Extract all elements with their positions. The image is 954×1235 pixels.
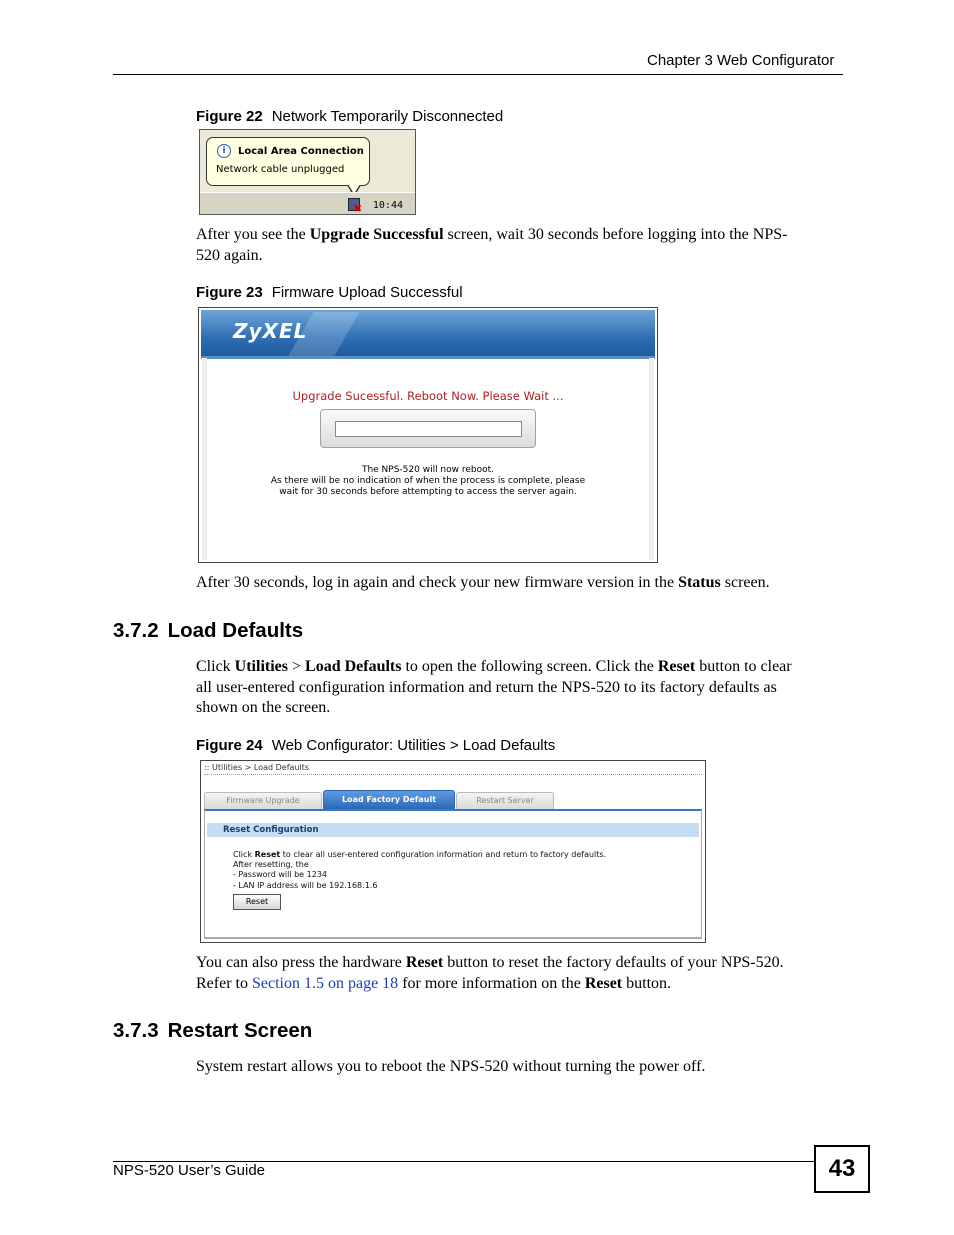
text: screen. — [720, 574, 770, 591]
bold-term: Upgrade Successful — [309, 226, 444, 243]
panel-bottom-border — [205, 937, 701, 938]
figure-24-title: Web Configurator: Utilities > Load Defaults — [271, 737, 556, 754]
page-number: 43 — [814, 1145, 870, 1193]
reset-line: After resetting, the — [233, 860, 309, 870]
reboot-note-line: As there will be no indication of when the process is complete, please — [270, 476, 586, 486]
tray-clock: 10:44 — [372, 200, 403, 211]
bold-term: Reset — [405, 954, 444, 971]
balloon-text: Network cable unplugged — [216, 164, 345, 175]
text: Refer to — [196, 974, 252, 992]
paragraph-upgrade-successful — [196, 225, 846, 266]
chapter-header: Chapter 3 Web Configurator — [647, 52, 835, 69]
zyxel-banner — [201, 310, 655, 359]
reboot-note-line: wait for 30 seconds before attempting to access the server again. — [279, 487, 577, 497]
reset-configuration-header: Reset Configuration — [207, 823, 699, 837]
bold-term: Load Defaults — [305, 658, 402, 675]
zyxel-logo: ZyXEL — [233, 319, 308, 343]
tab-load-factory-default[interactable]: Load Factory Default — [323, 790, 455, 809]
bold-term: Utilities — [234, 658, 288, 675]
reset-line — [233, 850, 606, 860]
header-rule — [113, 74, 843, 75]
figure-24-label: Figure 24 — [196, 737, 263, 754]
bold-term: Status — [678, 574, 721, 591]
text: to clear all user-entered configuration information and return to factory defaults. — [280, 850, 607, 859]
reset-panel — [204, 810, 702, 939]
section-title: Load Defaults — [167, 619, 304, 642]
section-link[interactable]: Section 1.5 on page 18 — [251, 974, 399, 992]
figure-23-screenshot — [198, 307, 658, 563]
reset-button[interactable]: Reset — [233, 894, 281, 910]
section-heading-load-defaults — [113, 619, 303, 643]
section-heading-restart-screen — [113, 1019, 312, 1043]
figure-23-label: Figure 23 — [196, 284, 263, 301]
tab-firmware-upgrade[interactable]: Firmware Upgrade — [204, 792, 322, 809]
text: all user-entered configuration information and return the NPS-520 to its factory defaults as — [196, 678, 777, 696]
paragraph-after-30-seconds — [196, 573, 846, 594]
notification-balloon — [206, 137, 370, 186]
footer-guide-title: NPS-520 User’s Guide — [113, 1162, 266, 1179]
disconnected-x-icon: ✖ — [353, 202, 363, 215]
progress-box — [320, 409, 536, 448]
text: button to reset the factory defaults of your NPS-520. — [443, 954, 784, 971]
figure-22-screenshot — [199, 129, 416, 215]
progress-bar — [335, 421, 522, 437]
paragraph-load-defaults — [196, 657, 846, 719]
text: You can also press the hardware — [196, 954, 406, 971]
tab-restart-server[interactable]: Restart Server — [456, 792, 554, 809]
right-scroll-edge — [649, 358, 654, 560]
reset-line: - Password will be 1234 — [233, 870, 327, 880]
section-title: Restart Screen — [167, 1019, 313, 1042]
reboot-note-line: The NPS-520 will now reboot. — [361, 465, 495, 475]
paragraph-hardware-reset — [196, 953, 846, 994]
figure-22-label: Figure 22 — [196, 108, 263, 125]
system-tray — [200, 192, 415, 214]
bold-term: Reset — [657, 658, 696, 675]
breadcrumb — [204, 763, 702, 775]
text: button. — [622, 974, 672, 992]
left-scroll-edge — [202, 358, 207, 560]
text: Click — [196, 658, 235, 675]
figure-24-screenshot — [200, 760, 706, 943]
text: Click — [233, 850, 255, 859]
tab-bar — [204, 790, 702, 811]
reboot-note — [199, 465, 657, 498]
figure-22-title: Network Temporarily Disconnected — [271, 108, 504, 125]
reset-line: - LAN IP address will be 192.168.1.6 — [233, 880, 378, 890]
text: button to clear — [695, 658, 792, 675]
upgrade-message: Upgrade Sucessful. Reboot Now. Please Wait ... — [292, 389, 564, 403]
figure-22-caption — [196, 108, 503, 125]
text: screen, wait 30 seconds before logging into the NPS- — [443, 226, 788, 243]
balloon-title: Local Area Connection — [238, 146, 364, 157]
info-icon: i — [217, 144, 231, 158]
paragraph-system-restart: System restart allows you to reboot the NPS-520 without turning the power off. — [196, 1058, 706, 1075]
bold-term: Reset — [254, 850, 281, 859]
section-number: 3.7.2 — [113, 619, 159, 642]
bold-term: Reset — [584, 974, 623, 992]
text: After you see the — [196, 226, 310, 243]
figure-23-title: Firmware Upload Successful — [271, 284, 463, 301]
text: for more information on the — [398, 974, 585, 992]
breadcrumb-text: Utilities > Load Defaults — [212, 763, 310, 772]
text: After 30 seconds, log in again and check your new firmware version in the — [196, 574, 679, 591]
reset-description — [233, 850, 606, 891]
text: shown on the screen. — [196, 699, 331, 716]
section-number: 3.7.3 — [113, 1019, 159, 1042]
text: > — [288, 658, 306, 675]
breadcrumb-icon: :: — [204, 763, 210, 772]
figure-24-caption — [196, 737, 555, 754]
text: to open the following screen. Click the — [401, 658, 658, 675]
figure-23-caption — [196, 284, 463, 301]
text: 520 again. — [196, 246, 263, 264]
